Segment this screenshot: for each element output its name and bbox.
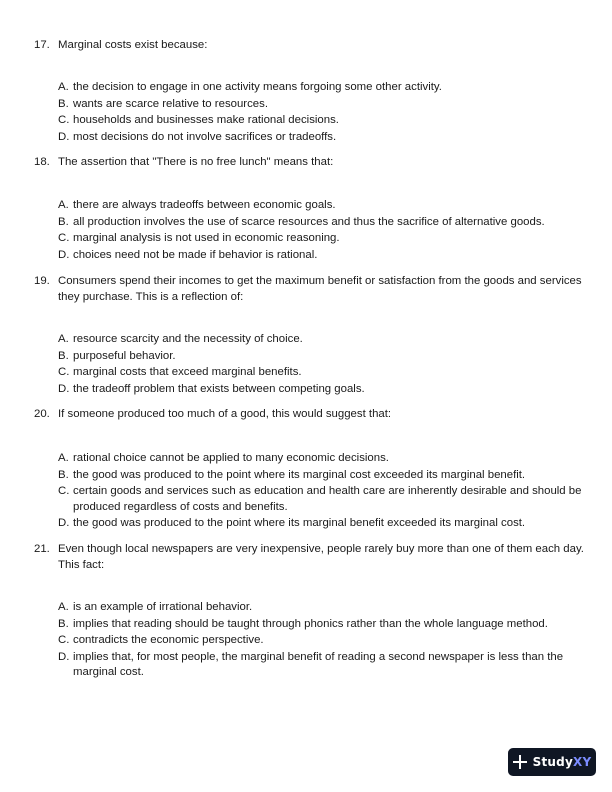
options-21 xyxy=(58,600,588,682)
question-text: Marginal costs exist because: xyxy=(58,39,208,51)
option-text: implies that, for most people, the marginal benefit of reading a second newspaper is less than the marginal cost. xyxy=(73,650,564,678)
question-text: Even though local newspapers are very inexpensive, people rarely buy more than one of them each day. This fact: xyxy=(58,543,584,571)
question-18 xyxy=(34,155,584,171)
plus-icon xyxy=(513,755,527,769)
option-text: there are always tradeoffs between economic goals. xyxy=(73,199,336,211)
option-letter: A. xyxy=(58,601,69,613)
option-letter: C. xyxy=(58,232,70,244)
option-letter: C. xyxy=(58,366,70,378)
option-c xyxy=(58,113,588,129)
option-b xyxy=(58,97,588,113)
option-a xyxy=(58,332,588,348)
option-c xyxy=(58,633,588,649)
options-17 xyxy=(58,80,588,146)
question-17 xyxy=(34,38,584,54)
studyxy-logo xyxy=(508,748,596,776)
option-d xyxy=(58,650,588,681)
options-18 xyxy=(58,198,588,264)
option-c xyxy=(58,484,588,515)
question-number: 17. xyxy=(34,39,50,51)
option-text: all production involves the use of scarce resources and thus the sacrifice of alternative goods. xyxy=(73,215,545,228)
question-text: Consumers spend their incomes to get the maximum benefit or satisfaction from the goods and services they purchase. This is a reflection of: xyxy=(58,275,582,303)
option-letter: B. xyxy=(58,468,69,481)
option-text: wants are scarce relative to resources. xyxy=(73,97,268,110)
option-letter: A. xyxy=(58,333,69,345)
option-letter: D. xyxy=(58,517,70,529)
option-letter: A. xyxy=(58,81,69,93)
option-letter: A. xyxy=(58,452,69,464)
option-a xyxy=(58,198,588,214)
option-a xyxy=(58,600,588,616)
option-letter: D. xyxy=(58,248,70,261)
option-letter: D. xyxy=(58,650,70,663)
option-text: the decision to engage in one activity means forgoing some other activity. xyxy=(73,81,442,93)
option-letter: B. xyxy=(58,215,69,228)
option-a xyxy=(58,451,588,467)
option-text: contradicts the economic perspective. xyxy=(73,634,264,646)
option-b xyxy=(58,215,588,231)
option-b xyxy=(58,349,588,365)
option-c xyxy=(58,365,588,381)
options-20 xyxy=(58,451,588,533)
option-c xyxy=(58,231,588,247)
options-19 xyxy=(58,332,588,398)
option-letter: C. xyxy=(58,634,70,646)
option-text: is an example of irrational behavior. xyxy=(73,601,253,613)
option-d xyxy=(58,382,588,398)
option-text: certain goods and services such as education and health care are inherently desirable and should be produced regardless of costs and benefits. xyxy=(73,485,582,513)
question-21 xyxy=(34,542,584,573)
option-d xyxy=(58,516,588,532)
question-number: 19. xyxy=(34,275,50,287)
option-letter: A. xyxy=(58,199,69,211)
option-b xyxy=(58,468,588,484)
option-letter: D. xyxy=(58,130,70,143)
question-text: The assertion that "There is no free lunch" means that: xyxy=(58,156,334,168)
option-text: rational choice cannot be applied to many economic decisions. xyxy=(73,452,389,464)
option-b xyxy=(58,617,588,633)
option-text: households and businesses make rational decisions. xyxy=(73,114,339,126)
question-19 xyxy=(34,274,584,305)
option-letter: B. xyxy=(58,97,69,110)
option-text: the good was produced to the point where its marginal benefit exceeded its marginal cost. xyxy=(73,517,526,529)
question-number: 20. xyxy=(34,408,50,420)
option-text: the tradeoff problem that exists between competing goals. xyxy=(73,382,365,395)
option-letter: B. xyxy=(58,349,69,362)
option-text: resource scarcity and the necessity of choice. xyxy=(73,333,303,345)
option-letter: C. xyxy=(58,485,70,497)
option-text: marginal analysis is not used in economic reasoning. xyxy=(73,232,340,244)
option-d xyxy=(58,130,588,146)
option-text: choices need not be made if behavior is rational. xyxy=(73,248,318,261)
option-letter: B. xyxy=(58,617,69,630)
option-text: most decisions do not involve sacrifices or tradeoffs. xyxy=(73,130,337,143)
option-text: implies that reading should be taught through phonics rather than the whole language method. xyxy=(73,617,548,630)
question-number: 18. xyxy=(34,156,50,168)
option-text: the good was produced to the point where its marginal cost exceeded its marginal benefit. xyxy=(73,468,526,481)
option-d xyxy=(58,248,588,264)
option-text: purposeful behavior. xyxy=(73,349,176,362)
logo-brand: Study xyxy=(532,755,573,769)
option-letter: D. xyxy=(58,382,70,395)
option-letter: C. xyxy=(58,114,70,126)
question-20 xyxy=(34,407,584,423)
option-text: marginal costs that exceed marginal benefits. xyxy=(73,366,302,378)
question-text: If someone produced too much of a good, this would suggest that: xyxy=(58,408,392,420)
question-number: 21. xyxy=(34,543,50,555)
option-a xyxy=(58,80,588,96)
logo-brand-accent: XY xyxy=(573,755,592,769)
